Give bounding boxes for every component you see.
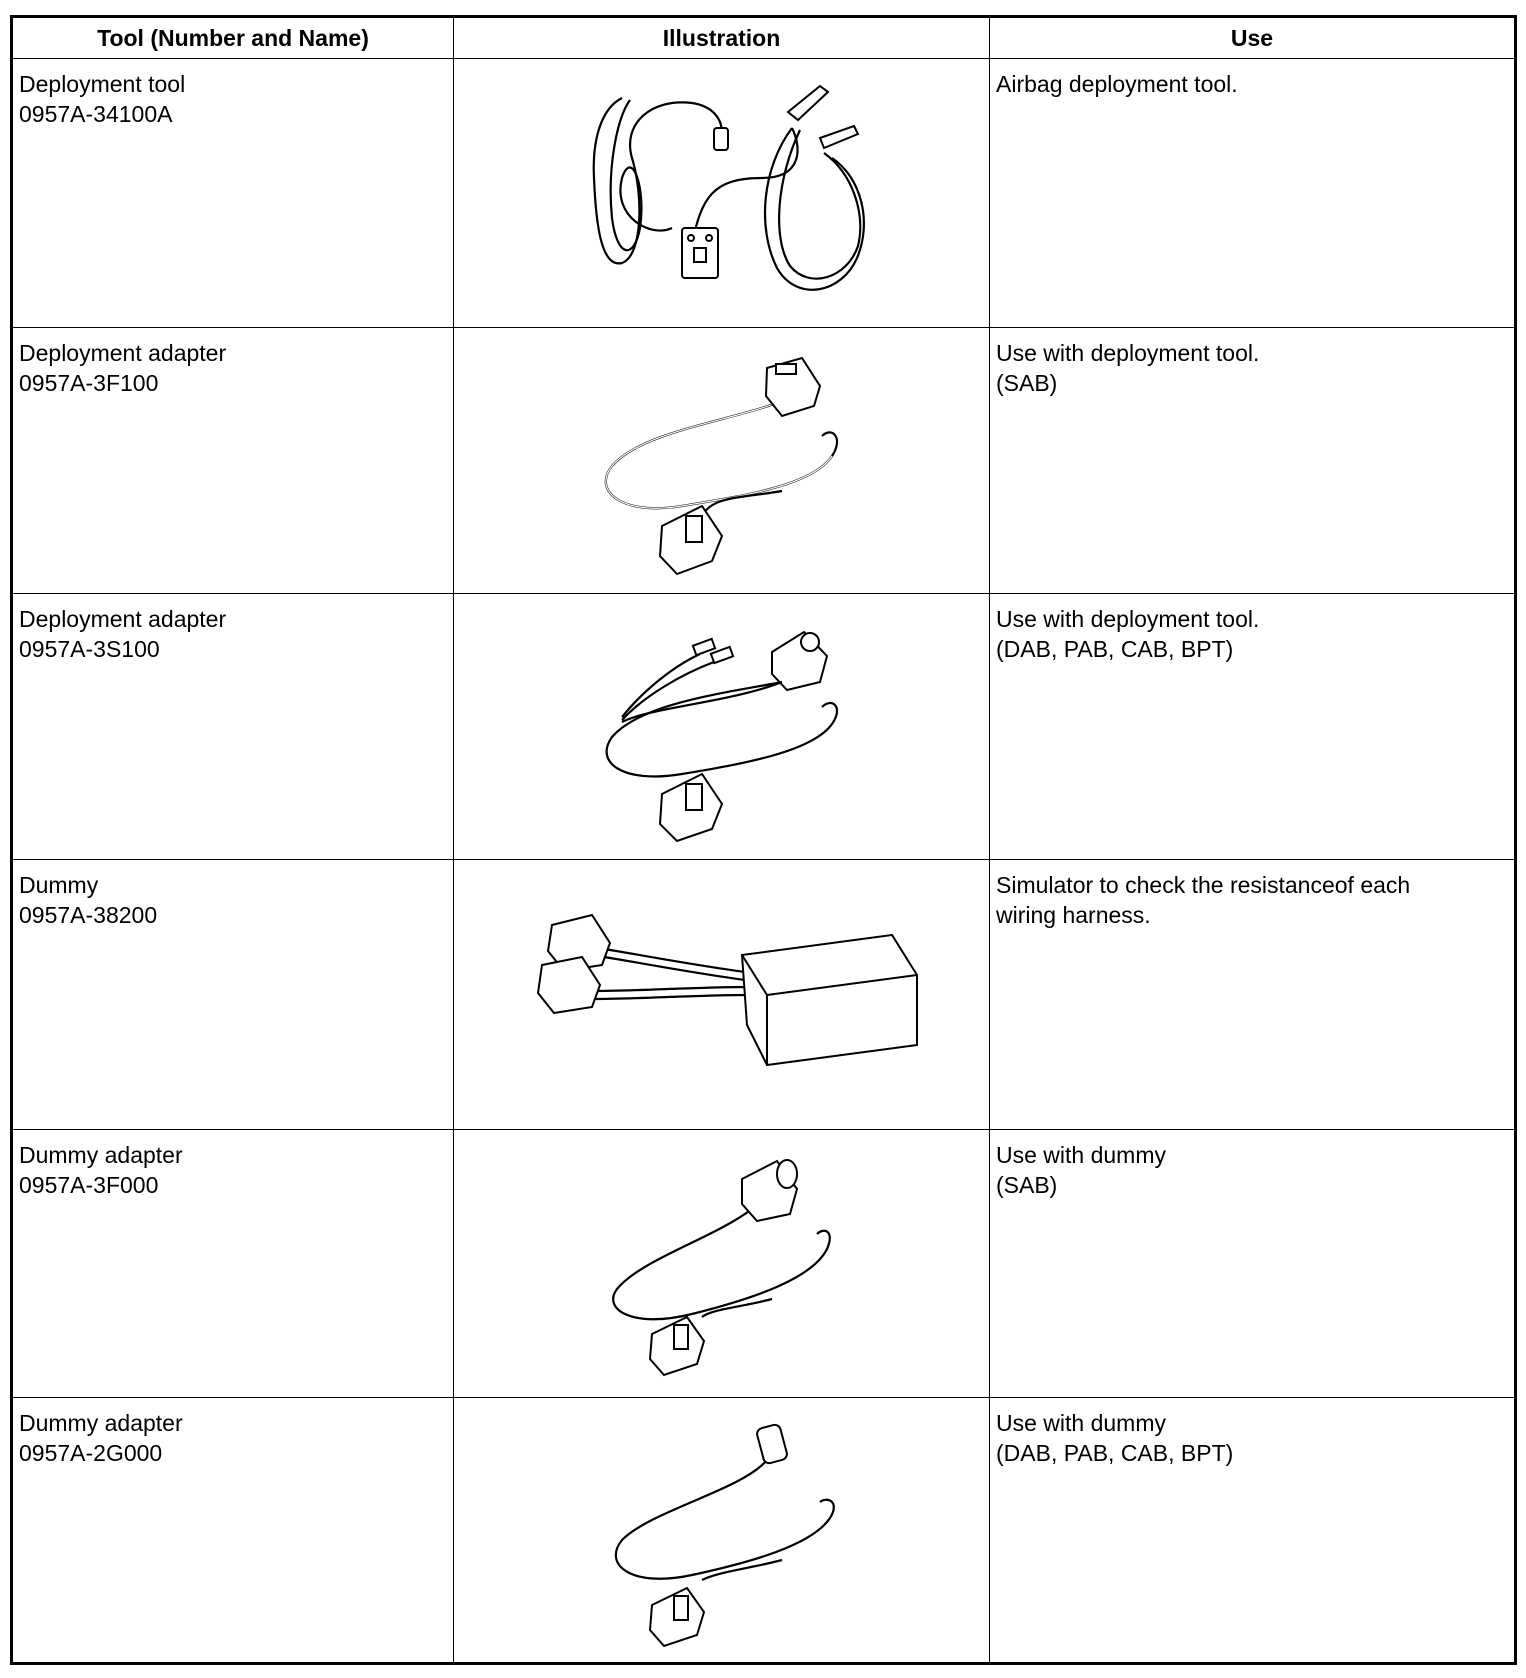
use-cell xyxy=(990,59,1516,328)
dummy-adapter-sab-illustration xyxy=(592,1149,852,1379)
tool-cell xyxy=(12,594,454,860)
use-line: (SAB) xyxy=(996,1172,1058,1198)
tool-number: 0957A-2G000 xyxy=(19,1440,163,1466)
table-row xyxy=(12,594,1516,860)
tool-cell xyxy=(12,328,454,594)
use-line: Use with dummy xyxy=(996,1142,1166,1168)
header-row xyxy=(12,17,1516,59)
deployment-adapter-sab-illustration xyxy=(582,346,862,576)
deployment-tool-illustration xyxy=(562,78,882,308)
table-row xyxy=(12,59,1516,328)
illustration-cell xyxy=(454,594,990,860)
tool-name: Deployment adapter xyxy=(19,340,227,366)
tool-number: 0957A-3F000 xyxy=(19,1172,159,1198)
dummy-simulator-illustration xyxy=(522,895,922,1095)
use-line: Airbag deployment tool. xyxy=(996,71,1238,97)
tool-cell xyxy=(12,860,454,1130)
tool-cell xyxy=(12,59,454,328)
use-cell xyxy=(990,1130,1516,1398)
tool-name: Deployment adapter xyxy=(19,606,227,632)
tool-cell xyxy=(12,1398,454,1664)
tool-name: Dummy xyxy=(19,872,99,898)
table-row xyxy=(12,328,1516,594)
use-line: Use with deployment tool. xyxy=(996,606,1260,632)
use-line: (DAB, PAB, CAB, BPT) xyxy=(996,636,1234,662)
tool-number: 0957A-34100A xyxy=(19,101,173,127)
illustration-cell xyxy=(454,860,990,1130)
table-row xyxy=(12,1130,1516,1398)
table-row xyxy=(12,860,1516,1130)
deployment-adapter-dab-illustration xyxy=(582,612,862,842)
tool-number: 0957A-3F100 xyxy=(19,370,159,396)
use-cell xyxy=(990,860,1516,1130)
header-illustration: Illustration xyxy=(454,17,990,59)
illustration-cell xyxy=(454,59,990,328)
illustration-cell xyxy=(454,1130,990,1398)
tool-number: 0957A-38200 xyxy=(19,902,158,928)
use-line: Use with deployment tool. xyxy=(996,340,1260,366)
header-use: Use xyxy=(990,17,1516,59)
tool-number: 0957A-3S100 xyxy=(19,636,160,662)
special-tools-table xyxy=(10,15,1517,1665)
header-tool: Tool (Number and Name) xyxy=(12,17,454,59)
illustration-cell xyxy=(454,328,990,594)
tool-cell xyxy=(12,1130,454,1398)
dummy-adapter-dab-illustration xyxy=(592,1410,852,1650)
use-cell xyxy=(990,594,1516,860)
tool-name: Dummy adapter xyxy=(19,1142,183,1168)
use-cell xyxy=(990,328,1516,594)
use-line: Simulator to check the resistanceof each xyxy=(996,872,1411,898)
use-line: wiring harness. xyxy=(996,902,1151,928)
use-line: (SAB) xyxy=(996,370,1058,396)
illustration-cell xyxy=(454,1398,990,1664)
tool-name: Deployment tool xyxy=(19,71,186,97)
use-line: (DAB, PAB, CAB, BPT) xyxy=(996,1440,1234,1466)
use-line: Use with dummy xyxy=(996,1410,1166,1436)
use-cell xyxy=(990,1398,1516,1664)
table-row xyxy=(12,1398,1516,1664)
tool-name: Dummy adapter xyxy=(19,1410,183,1436)
